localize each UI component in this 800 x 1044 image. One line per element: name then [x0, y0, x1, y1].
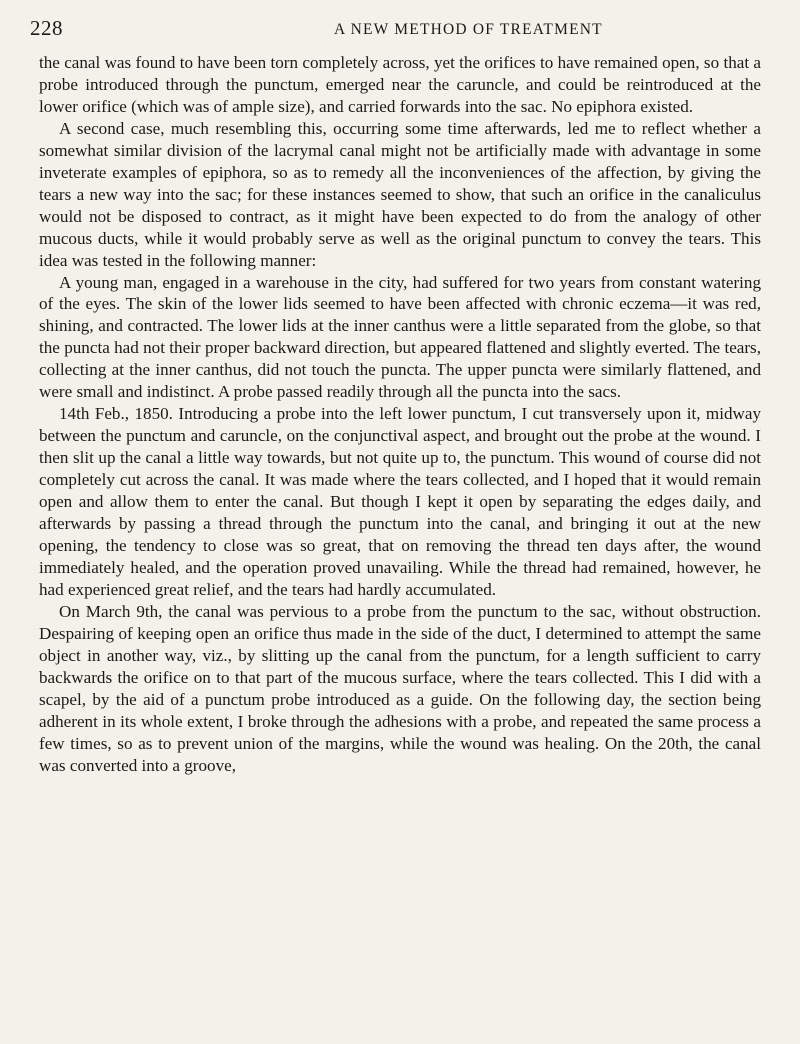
paragraph: On March 9th, the canal was pervious to a probe from the punctum to the sac, without obstruction. Despairing of keeping open an orifice thus made in the side of the duct, I determined to attempt the same object in another way, viz., by slitting up the canal from the punctum, for a length sufficient to carry backwards the orifice on to that part of the mucous surface, where the tears collected. This I did with a scapel, by the aid of a punctum probe introduced as a guide. On the following day, the section being adherent in its whole extent, I broke through the adhesions with a probe, and repeated the same process a few times, so as to prevent union of the margins, while the wound was healing. On the 20th, the canal was converted into a groove, — [39, 601, 761, 775]
paragraph: A young man, engaged in a warehouse in the city, had suffered for two years from constant watering of the eyes. The skin of the lower lids seemed to have been affected with chronic eczema—it was red, shining, and contracted. The lower lids at the inner canthus were a little separated from the globe, so that the puncta had not their proper backward direction, but appeared flattened and slightly everted. The tears, collecting at the inner canthus, did not touch the puncta. The upper puncta were similarly flattened, and were small and indistinct. A probe passed readily through all the puncta into the sacs. — [39, 272, 761, 402]
paragraph: the canal was found to have been torn completely across, yet the orifices to have remained open, so that a probe introduced through the punctum, emerged near the caruncle, and could be reintroduced at the lower orifice (which was of ample size), and carried forwards into the sac. No epiphora existed. — [39, 53, 761, 116]
paragraph: A second case, much resembling this, occurring some time afterwards, led me to reflect whether a somewhat similar division of the lacrymal canal might not be artificially made with advantage in some inveterate examples of epiphora, so as to remedy all the inconveniences of the affection, by giving the tears a new way into the sac; for these instances seemed to show, that such an orifice in the canaliculus would not be disposed to contract, as it might have been expected to do from the analogy of other mucous ducts, while it would probably serve as well as the original punctum to convey the tears. This idea was tested in the following manner: — [39, 118, 761, 270]
body-text — [39, 52, 761, 776]
running-title: A NEW METHOD OF TREATMENT — [334, 21, 603, 38]
page-header — [30, 16, 770, 42]
paragraph: 14th Feb., 1850. Introducing a probe into the left lower punctum, I cut transversely upon it, midway between the punctum and caruncle, on the conjunctival aspect, and brought out the probe at the wound. I then slit up the canal a little way towards, but not quite up to, the punctum. This wound of course did not completely cut across the canal. It was made where the tears collected, and I hoped that it would remain open and allow them to enter the canal. But though I kept it open by separating the edges daily, and afterwards by passing a thread through the punctum into the canal, and bringing it out at the new opening, the tendency to close was so great, that on removing the thread ten days after, the wound immediately healed, and the operation proved unavailing. While the thread had remained, however, he had experienced great relief, and the tears had hardly accumulated. — [39, 404, 761, 599]
page-number: 228 — [30, 16, 63, 40]
